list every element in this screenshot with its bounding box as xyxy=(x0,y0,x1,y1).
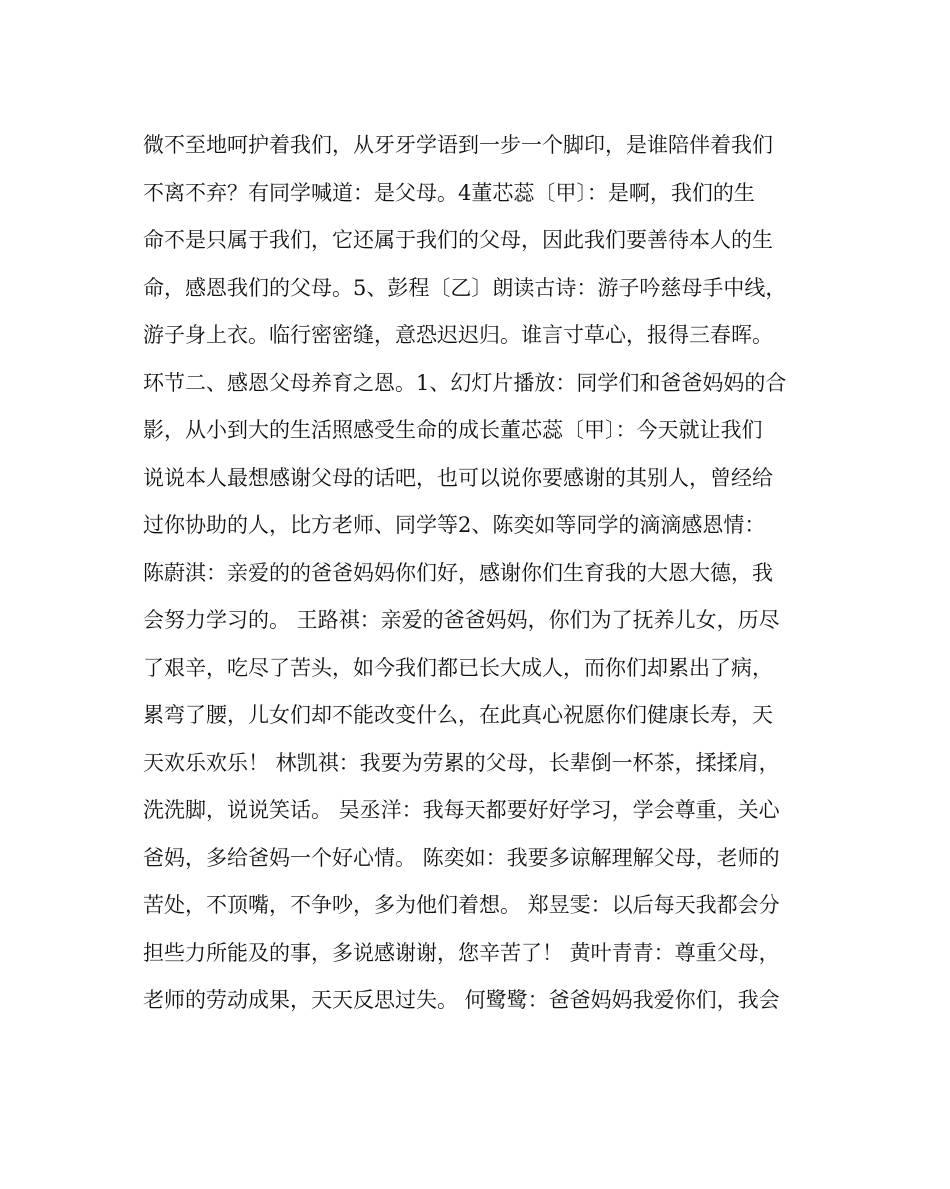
text-line: 洗洗脚，说说笑话。 吴丞洋：我每天都要好好学习，学会尊重，关心 xyxy=(143,798,780,822)
text-line: 累弯了腰，儿女们却不能改变什么，在此真心祝愿你们健康长寿，天 xyxy=(143,703,773,727)
text-line: 环节二、感恩父母养育之恩。1、幻灯片播放：同学们和爸爸妈妈的合 xyxy=(143,370,787,395)
text-line: 命不是只属于我们，它还属于我们的父母，因此我们要善待本人的生 xyxy=(143,228,773,252)
text-line: 影，从小到大的生活照感受生命的成长董芯蕊〔甲〕：今天就让我们 xyxy=(143,418,763,442)
text-line: 担些力所能及的事，多说感谢谢，您辛苦了！ 黄叶青青：尊重父母， xyxy=(143,940,780,965)
text-line: 会努力学习的。 王路祺：亲爱的爸爸妈妈，你们为了抚养儿女，历尽 xyxy=(143,608,780,632)
body-text xyxy=(143,122,823,1025)
text-line: 命，感恩我们的父母。5、彭程〔乙〕朗读古诗：游子吟慈母手中线， xyxy=(143,275,787,300)
text-line: 天欢乐欢乐！ 林凯祺：我要为劳累的父母，长辈倒一杯茶，揉揉肩， xyxy=(143,750,780,775)
text-line: 游子身上衣。临行密密缝，意恐迟迟归。谁言寸草心，报得三春晖。 xyxy=(143,323,773,347)
text-line: 爸妈，多给爸妈一个好心情。 陈奕如：我要多谅解理解父母，老师的 xyxy=(143,845,780,870)
text-line: 苦处，不顶嘴，不争吵，多为他们着想。 郑昱雯：以后每天我都会分 xyxy=(143,893,780,917)
text-line: 陈蔚淇：亲爱的的爸爸妈妈你们好，感谢你们生育我的大恩大德，我 xyxy=(143,560,773,585)
text-line: 老师的劳动成果，天天反思过失。 何鹭鹭：爸爸妈妈我爱你们，我会 xyxy=(143,988,780,1012)
text-line: 了艰辛，吃尽了苦头，如今我们都已长大成人，而你们却累出了病， xyxy=(143,655,773,680)
text-line: 不离不弃？有同学喊道：是父母。4董芯蕊〔甲〕：是啊，我们的生 xyxy=(143,180,755,205)
text-line: 说说本人最想感谢父母的话吧，也可以说你要感谢的其别人，曾经给 xyxy=(143,465,773,490)
text-line: 微不至地呵护着我们，从牙牙学语到一步一个脚印，是谁陪伴着我们 xyxy=(143,133,773,157)
text-line: 过你协助的人，比方老师、同学等2、陈奕如等同学的滴滴感恩情： xyxy=(143,513,766,537)
